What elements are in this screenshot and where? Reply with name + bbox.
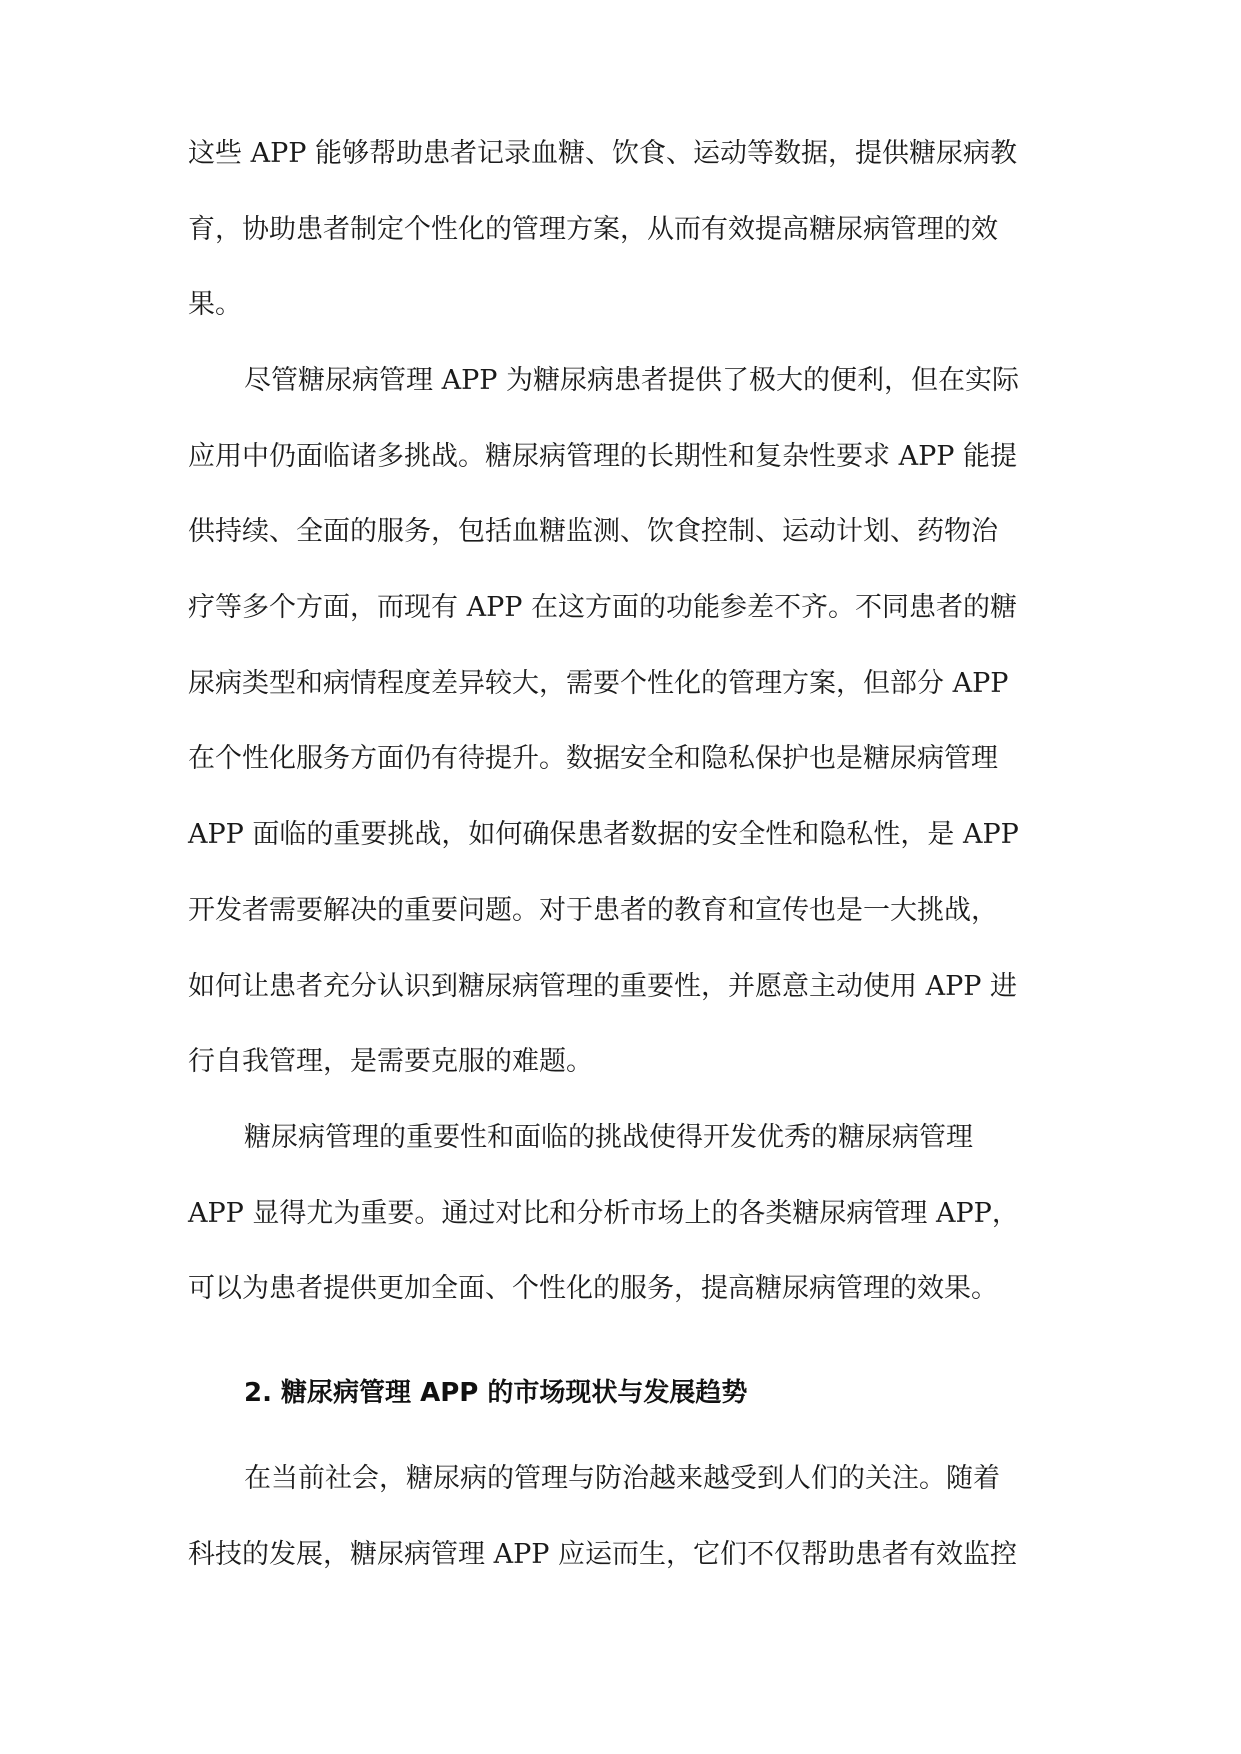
paragraph-line: 可以为患者提供更加全面、个性化的服务，提高糖尿病管理的效果。 xyxy=(188,1273,998,1305)
paragraph-line: 在个性化服务方面仍有待提升。数据安全和隐私保护也是糖尿病管理 xyxy=(188,743,998,775)
paragraph-line: APP 显得尤为重要。通过对比和分析市场上的各类糖尿病管理 APP， xyxy=(188,1197,1019,1229)
paragraph-line: 在当前社会，糖尿病的管理与防治越来越受到人们的关注。随着 xyxy=(244,1463,1000,1494)
paragraph-line: APP 面临的重要挑战，如何确保患者数据的安全性和隐私性，是 APP xyxy=(188,819,1019,851)
section-heading: 2. 糖尿病管理 APP 的市场现状与发展趋势 xyxy=(244,1378,748,1408)
paragraph-1 xyxy=(188,116,1068,343)
paragraph-line: 如何让患者充分认识到糖尿病管理的重要性，并愿意主动使用 APP 进 xyxy=(188,970,1017,1002)
paragraph-line: 尿病类型和病情程度差异较大，需要个性化的管理方案，但部分 APP xyxy=(188,667,1009,699)
paragraph-line: 行自我管理，是需要克服的难题。 xyxy=(188,1046,593,1078)
paragraph-line: 糖尿病管理的重要性和面临的挑战使得开发优秀的糖尿病管理 xyxy=(244,1122,973,1153)
paragraph-line: 科技的发展，糖尿病管理 APP 应运而生，它们不仅帮助患者有效监控 xyxy=(188,1538,1017,1570)
paragraph-line: 果。 xyxy=(188,289,242,321)
paragraph-line: 这些 APP 能够帮助患者记录血糖、饮食、运动等数据，提供糖尿病教 xyxy=(188,138,1017,169)
paragraph-line: 疗等多个方面，而现有 APP 在这方面的功能参差不齐。不同患者的糖 xyxy=(188,592,1017,624)
paragraph-line: 开发者需要解决的重要问题。对于患者的教育和宣传也是一大挑战， xyxy=(188,894,998,926)
paragraph-line: 育，协助患者制定个性化的管理方案，从而有效提高糖尿病管理的效 xyxy=(188,213,998,245)
paragraph-3 xyxy=(188,1100,1068,1327)
paragraph-line: 尽管糖尿病管理 APP 为糖尿病患者提供了极大的便利，但在实际 xyxy=(244,365,1019,396)
paragraph-2 xyxy=(188,343,1068,1100)
paragraph-line: 供持续、全面的服务，包括血糖监测、饮食控制、运动计划、药物治 xyxy=(188,516,998,548)
section-paragraph xyxy=(188,1441,1068,1592)
paragraph-line: 应用中仍面临诸多挑战。糖尿病管理的长期性和复杂性要求 APP 能提 xyxy=(188,440,1017,472)
